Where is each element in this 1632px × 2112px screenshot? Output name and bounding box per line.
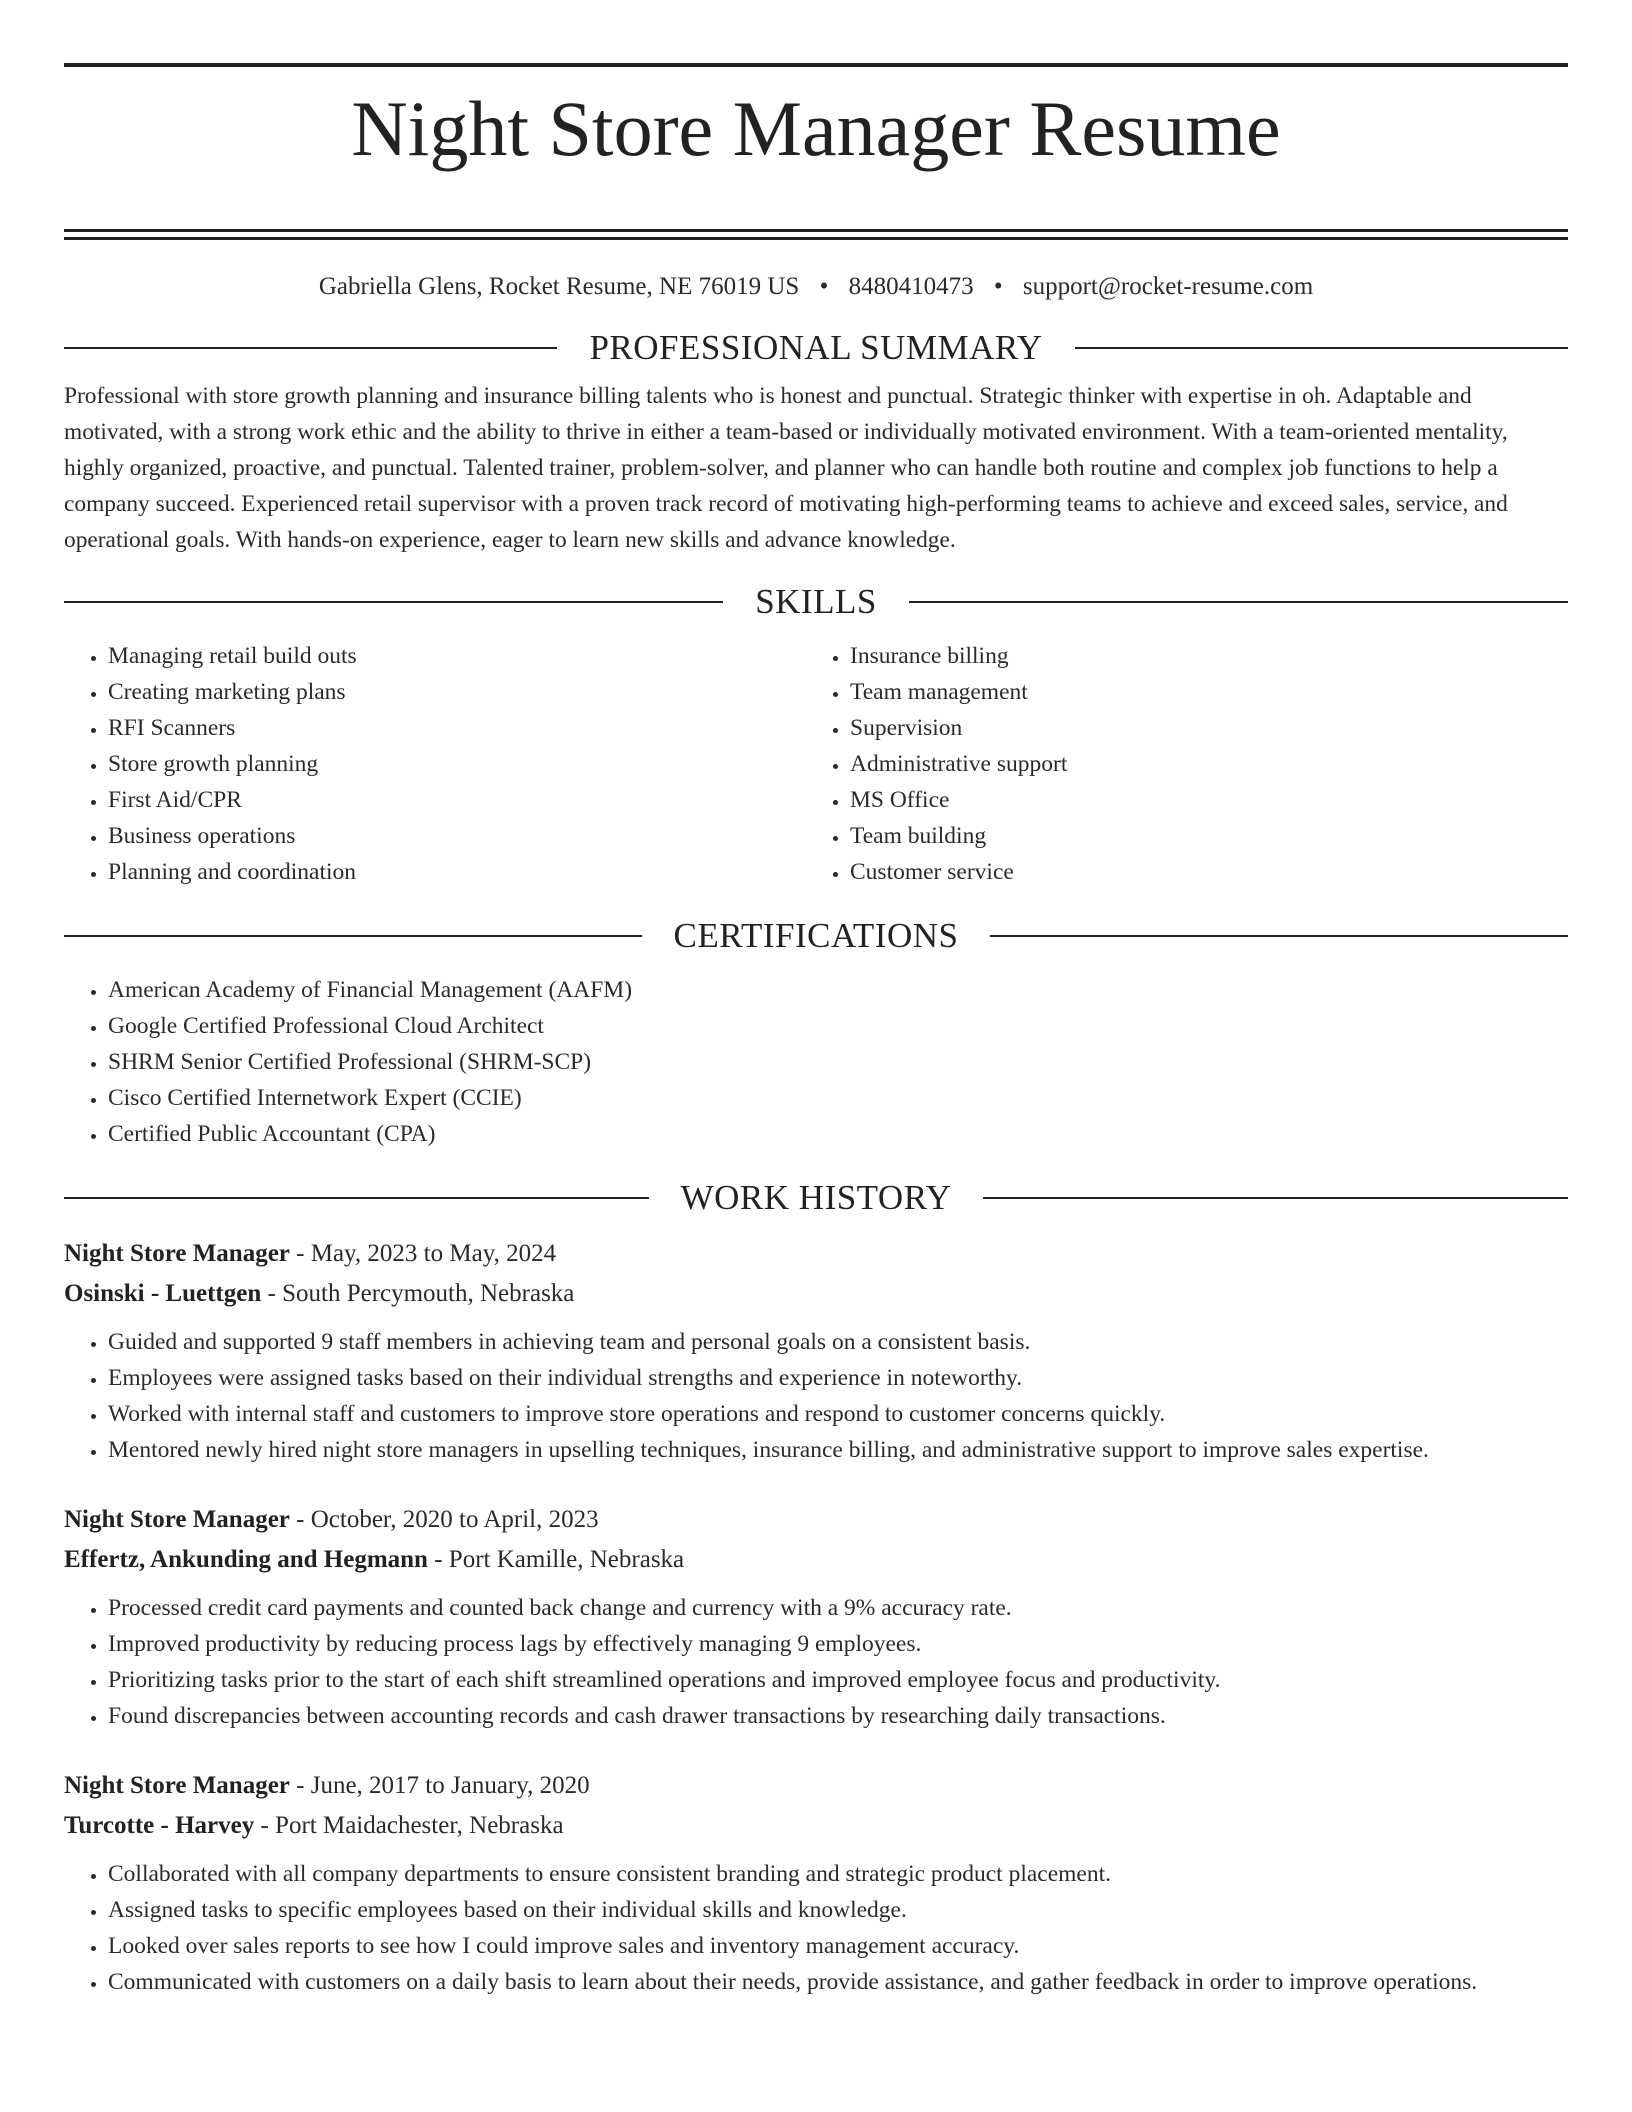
summary-heading (64, 326, 1568, 370)
contact-phone: 8480410473 (848, 273, 974, 301)
job-dates: - October, 2020 to April, 2023 (296, 1506, 599, 1534)
job-title-line (64, 1766, 1568, 1806)
job-company: Turcotte - Harvey (64, 1812, 255, 1840)
job-bullet: • Looked over sales reports to see how I could improve sales and inventory management accuracy. (108, 1928, 1568, 1964)
job-location: - South Percymouth, Nebraska (267, 1280, 575, 1308)
job-location: - Port Maidachester, Nebraska (260, 1812, 564, 1840)
job-location: - Port Kamille, Nebraska (434, 1546, 685, 1574)
heading-rule (64, 601, 723, 603)
skill-item: • Administrative support (850, 746, 1548, 782)
job-company-line (64, 1274, 1568, 1314)
page-title: Night Store Manager Resume (351, 85, 1281, 172)
skills-list (64, 638, 1568, 890)
job-bullet: • Assigned tasks to specific employees based on their individual skills and knowledge. (108, 1892, 1568, 1928)
job-company-line (64, 1540, 1568, 1580)
job-bullet: • Collaborated with all company departments to ensure consistent branding and strategic product placement. (108, 1856, 1568, 1892)
job-bullet: • Prioritizing tasks prior to the start of each shift streamlined operations and improved employee focus and productivity. (108, 1662, 1568, 1698)
skill-item: • Managing retail build outs (108, 638, 806, 674)
job-bullet: • Mentored newly hired night store managers in upselling techniques, insurance billing, and administrative support to improve sales expertise. (108, 1432, 1568, 1468)
skills-column-left (64, 638, 806, 890)
certification-item: • SHRM Senior Certified Professional (SHRM-SCP) (108, 1044, 1568, 1080)
job-bullet: • Found discrepancies between accounting records and cash drawer transactions by researching daily transactions. (108, 1698, 1568, 1734)
job-entry (64, 1234, 1568, 1468)
job-bullet: • Guided and supported 9 staff members in achieving team and personal goals on a consistent basis. (108, 1324, 1568, 1360)
skill-item: • Planning and coordination (108, 854, 806, 890)
job-dates: - May, 2023 to May, 2024 (296, 1240, 557, 1268)
certifications-heading (64, 914, 1568, 958)
job-company: Effertz, Ankunding and Hegmann (64, 1546, 428, 1574)
job-title-line (64, 1234, 1568, 1274)
job-bullet: • Worked with internal staff and customers to improve store operations and respond to customer concerns quickly. (108, 1396, 1568, 1432)
heading-rule (64, 347, 557, 349)
resume-page (64, 0, 1568, 2000)
heading-rule (909, 601, 1568, 603)
job-company-line (64, 1806, 1568, 1846)
skill-item: • RFI Scanners (108, 710, 806, 746)
skill-item: • Creating marketing plans (108, 674, 806, 710)
job-dates: - June, 2017 to January, 2020 (296, 1772, 590, 1800)
work-history-heading (64, 1176, 1568, 1220)
certification-item: • Cisco Certified Internetwork Expert (CCIE) (108, 1080, 1568, 1116)
job-company: Osinski - Luettgen (64, 1280, 262, 1308)
job-bullet: • Processed credit card payments and counted back change and currency with a 9% accuracy rate. (108, 1590, 1568, 1626)
job-bullet: • Improved productivity by reducing process lags by effectively managing 9 employees. (108, 1626, 1568, 1662)
skill-item: • Customer service (850, 854, 1548, 890)
skill-item: • First Aid/CPR (108, 782, 806, 818)
job-bullet: • Communicated with customers on a daily basis to learn about their needs, provide assistance, and gather feedback in order to improve operations. (108, 1964, 1568, 2000)
skill-item: • Team building (850, 818, 1548, 854)
job-entry (64, 1500, 1568, 1734)
work-history-heading-label: WORK HISTORY (680, 1178, 952, 1218)
skill-item: • Team management (850, 674, 1548, 710)
job-title-line (64, 1500, 1568, 1540)
certification-item: • Certified Public Accountant (CPA) (108, 1116, 1568, 1152)
certification-item: • American Academy of Financial Management (AAFM) (108, 972, 1568, 1008)
skills-heading-label: SKILLS (755, 582, 877, 622)
top-rule (64, 63, 1568, 67)
skills-column-right (806, 638, 1548, 890)
skill-item: • Insurance billing (850, 638, 1548, 674)
heading-rule (64, 1197, 649, 1199)
heading-rule (64, 935, 642, 937)
skill-item: • Supervision (850, 710, 1548, 746)
contact-separator: • (993, 273, 1003, 301)
contact-email: support@rocket-resume.com (1022, 273, 1314, 301)
summary-text: Professional with store growth planning and insurance billing talents who is honest and punctual. Strategic thinker with expertise in oh. Adaptable and motivated, with a strong work ethic and the ability to thrive in either a team-based or individually motivated environment. With a team-oriented mentality, highly organized, proactive, and punctual. Talented trainer, problem-solver, and planner who can handle both routine and complex job functions to help a company succeed. Experienced retail supervisor with a proven track record of motivating high-performing teams to achieve and exceed sales, service, and operational goals. With hands-on experience, eager to learn new skills and advance knowledge. (64, 383, 1508, 554)
job-title: Night Store Manager (64, 1240, 290, 1268)
job-title: Night Store Manager (64, 1772, 290, 1800)
skills-heading (64, 580, 1568, 624)
contact-separator: • (819, 273, 829, 301)
summary-heading-label: PROFESSIONAL SUMMARY (589, 328, 1043, 368)
job-bullet: • Employees were assigned tasks based on their individual strengths and experience in noteworthy. (108, 1360, 1568, 1396)
certifications-heading-label: CERTIFICATIONS (673, 916, 959, 956)
skill-item: • MS Office (850, 782, 1548, 818)
job-entry (64, 1766, 1568, 2000)
skill-item: • Store growth planning (108, 746, 806, 782)
heading-rule (990, 935, 1568, 937)
job-title: Night Store Manager (64, 1506, 290, 1534)
heading-rule (1075, 347, 1568, 349)
certifications-list (64, 972, 1568, 1152)
contact-address: Gabriella Glens, Rocket Resume, NE 76019 US (318, 273, 800, 301)
certification-item: • Google Certified Professional Cloud Architect (108, 1008, 1568, 1044)
contact-line (64, 270, 1568, 304)
title-double-rule (64, 229, 1568, 240)
skill-item: • Business operations (108, 818, 806, 854)
heading-rule (983, 1197, 1568, 1199)
